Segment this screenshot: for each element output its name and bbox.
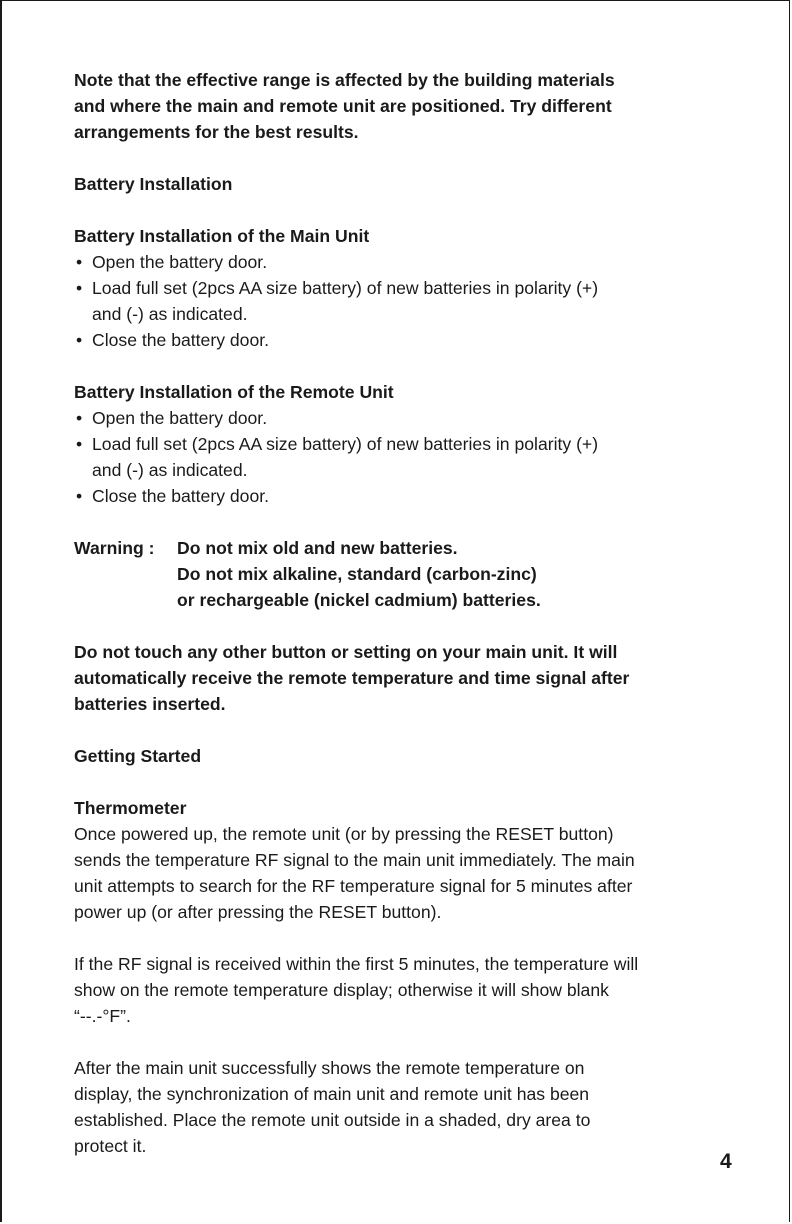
paragraph-line: power up (or after pressing the RESET button). — [74, 902, 442, 922]
paragraph-line: show on the remote temperature display; otherwise it will show blank — [74, 980, 609, 1000]
do-not-touch-note — [74, 639, 724, 717]
paragraph-line: Once powered up, the remote unit (or by pressing the RESET button) — [74, 824, 614, 844]
paragraph-line: unit attempts to search for the RF temperature signal for 5 minutes after — [74, 876, 633, 896]
paragraph-line: sends the temperature RF signal to the main unit immediately. The main — [74, 850, 635, 870]
list-item-text: and (-) as indicated. — [92, 304, 248, 324]
list-item — [74, 249, 724, 275]
list-item-text: Load full set (2pcs AA size battery) of new batteries in polarity (+) — [92, 278, 599, 298]
list-item — [74, 275, 724, 301]
paragraph-line: protect it. — [74, 1136, 147, 1156]
thermometer-paragraph-1 — [74, 821, 724, 925]
note-line: batteries inserted. — [74, 694, 226, 714]
intro-line: Note that the effective range is affected by the building materials — [74, 70, 615, 90]
list-item — [74, 431, 724, 457]
intro-line: and where the main and remote unit are positioned. Try different — [74, 96, 612, 116]
main-unit-heading: Battery Installation of the Main Unit — [74, 226, 370, 246]
paragraph-line: display, the synchronization of main unit and remote unit has been — [74, 1084, 590, 1104]
paragraph-line: If the RF signal is received within the first 5 minutes, the temperature will — [74, 954, 639, 974]
main-unit-steps — [74, 249, 724, 353]
warning-text: Do not mix alkaline, standard (carbon-zinc) — [177, 564, 537, 584]
warning-label: Warning : — [74, 538, 155, 558]
warning-line — [74, 535, 724, 561]
list-item-continuation — [74, 301, 724, 327]
paragraph-line: established. Place the remote unit outside in a shaded, dry area to — [74, 1110, 591, 1130]
getting-started-heading: Getting Started — [74, 746, 202, 766]
warning-block — [74, 535, 724, 613]
remote-unit-steps — [74, 405, 724, 509]
bullet-icon: • — [76, 252, 83, 272]
page-number: 4 — [720, 1150, 732, 1173]
remote-unit-heading: Battery Installation of the Remote Unit — [74, 382, 394, 402]
list-item-text: Open the battery door. — [92, 252, 268, 272]
bullet-icon: • — [76, 278, 83, 298]
list-item-text: Load full set (2pcs AA size battery) of new batteries in polarity (+) — [92, 434, 599, 454]
thermometer-paragraph-3 — [74, 1055, 724, 1159]
thermometer-heading: Thermometer — [74, 798, 187, 818]
note-line: Do not touch any other button or setting on your main unit. It will — [74, 642, 618, 662]
intro-note — [74, 67, 724, 145]
paragraph-line: After the main unit successfully shows the remote temperature on — [74, 1058, 585, 1078]
list-item — [74, 327, 724, 353]
bullet-icon: • — [76, 408, 83, 428]
thermometer-paragraph-2 — [74, 951, 724, 1029]
bullet-icon: • — [76, 486, 83, 506]
list-item — [74, 483, 724, 509]
warning-text: Do not mix old and new batteries. — [177, 538, 458, 558]
note-line: automatically receive the remote temperature and time signal after — [74, 668, 630, 688]
list-item-continuation — [74, 457, 724, 483]
list-item-text: Close the battery door. — [92, 330, 270, 350]
page-content — [74, 67, 724, 1159]
list-item-text: Close the battery door. — [92, 486, 270, 506]
bullet-icon: • — [76, 330, 83, 350]
intro-line: arrangements for the best results. — [74, 122, 359, 142]
warning-text: or rechargeable (nickel cadmium) batteries. — [177, 590, 541, 610]
list-item-text: and (-) as indicated. — [92, 460, 248, 480]
paragraph-line: “--.-°F”. — [74, 1006, 131, 1026]
bullet-icon: • — [76, 434, 83, 454]
battery-installation-heading: Battery Installation — [74, 174, 233, 194]
list-item-text: Open the battery door. — [92, 408, 268, 428]
list-item — [74, 405, 724, 431]
